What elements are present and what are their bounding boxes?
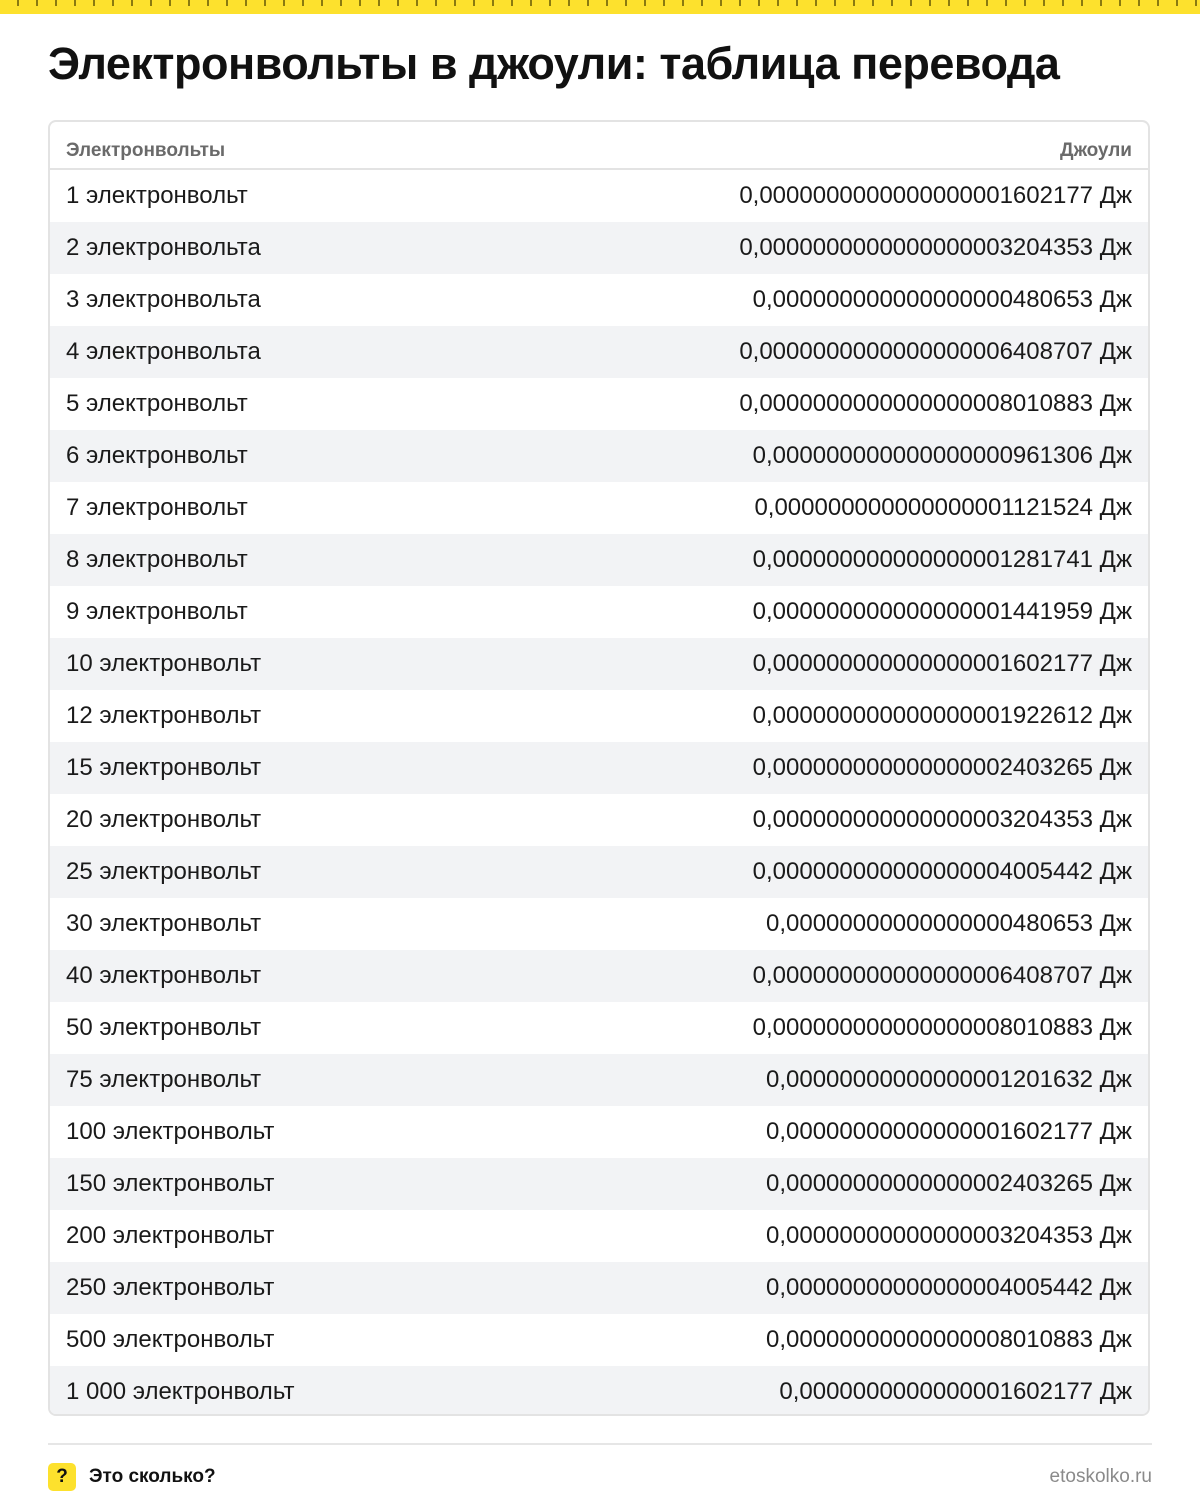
cell-electronvolts: 15 электронвольт — [66, 754, 262, 781]
table-row — [50, 222, 1148, 274]
page-title: Электронвольты в джоули: таблица перевода — [48, 38, 1060, 89]
cell-electronvolts: 3 электронвольта — [66, 286, 261, 313]
cell-electronvolts: 500 электронвольт — [66, 1326, 275, 1353]
table-row — [50, 1158, 1148, 1210]
cell-joules: 0,000000000000000001922612 Дж — [752, 702, 1132, 729]
brand-logo[interactable] — [48, 1463, 216, 1491]
cell-joules: 0,00000000000000002403265 Дж — [766, 1170, 1132, 1197]
table-row — [50, 170, 1148, 222]
table-body — [50, 170, 1148, 1416]
table-row — [50, 1314, 1148, 1366]
table-row — [50, 742, 1148, 794]
table-row — [50, 1210, 1148, 1262]
table-row — [50, 1366, 1148, 1416]
table-header — [50, 122, 1148, 170]
cell-electronvolts: 12 электронвольт — [66, 702, 262, 729]
table-row — [50, 950, 1148, 1002]
table-row — [50, 1106, 1148, 1158]
cell-electronvolts: 1 электронвольт — [66, 182, 248, 209]
cell-electronvolts: 75 электронвольт — [66, 1066, 262, 1093]
cell-joules: 0,000000000000000001441959 Дж — [752, 598, 1132, 625]
cell-electronvolts: 200 электронвольт — [66, 1222, 275, 1249]
table-row — [50, 1002, 1148, 1054]
cell-joules: 0,000000000000000006408707 Дж — [752, 962, 1132, 989]
cell-joules: 0,000000000000000003204353 Дж — [752, 806, 1132, 833]
cell-joules: 0,000000000000000000480653 Дж — [752, 286, 1132, 313]
table-row — [50, 430, 1148, 482]
cell-electronvolts: 20 электронвольт — [66, 806, 262, 833]
cell-joules: 0,0000000000000000006408707 Дж — [739, 338, 1132, 365]
table-row — [50, 898, 1148, 950]
cell-electronvolts: 10 электронвольт — [66, 650, 262, 677]
table-row — [50, 326, 1148, 378]
cell-joules: 0,00000000000000004005442 Дж — [766, 1274, 1132, 1301]
table-row — [50, 378, 1148, 430]
top-ruler-decoration — [0, 0, 1200, 14]
column-header-electronvolts: Электронвольты — [66, 140, 226, 161]
cell-electronvolts: 250 электронвольт — [66, 1274, 275, 1301]
cell-electronvolts: 150 электронвольт — [66, 1170, 275, 1197]
cell-electronvolts: 25 электронвольт — [66, 858, 262, 885]
cell-joules: 0,0000000000000000003204353 Дж — [739, 234, 1132, 261]
cell-joules: 0,000000000000000004005442 Дж — [752, 858, 1132, 885]
table-row — [50, 482, 1148, 534]
site-url-link[interactable]: etoskolko.ru — [1049, 1466, 1152, 1487]
question-mark-icon: ? — [48, 1463, 76, 1491]
table-row — [50, 794, 1148, 846]
cell-joules: 0,00000000000000003204353 Дж — [766, 1222, 1132, 1249]
table-row — [50, 1262, 1148, 1314]
cell-electronvolts: 5 электронвольт — [66, 390, 248, 417]
table-row — [50, 638, 1148, 690]
cell-electronvolts: 1 000 электронвольт — [66, 1378, 295, 1405]
table-row — [50, 586, 1148, 638]
cell-electronvolts: 50 электронвольт — [66, 1014, 262, 1041]
table-row — [50, 1054, 1148, 1106]
cell-joules: 0,0000000000000000001602177 Дж — [739, 182, 1132, 209]
cell-joules: 0,0000000000000000008010883 Дж — [739, 390, 1132, 417]
cell-electronvolts: 30 электронвольт — [66, 910, 262, 937]
table-row — [50, 274, 1148, 326]
cell-joules: 0,000000000000000001281741 Дж — [752, 546, 1132, 573]
column-header-joules: Джоули — [1060, 140, 1132, 161]
cell-electronvolts: 9 электронвольт — [66, 598, 248, 625]
cell-electronvolts: 7 электронвольт — [66, 494, 248, 521]
cell-electronvolts: 100 электронвольт — [66, 1118, 275, 1145]
conversion-table — [48, 120, 1150, 1416]
footer-divider — [48, 1443, 1152, 1445]
cell-electronvolts: 40 электронвольт — [66, 962, 262, 989]
cell-electronvolts: 8 электронвольт — [66, 546, 248, 573]
brand-name: Это сколько? — [89, 1466, 216, 1487]
cell-joules: 0,00000000000000008010883 Дж — [766, 1326, 1132, 1353]
cell-electronvolts: 6 электронвольт — [66, 442, 248, 469]
cell-joules: 0,00000000000000000480653 Дж — [766, 910, 1132, 937]
cell-joules: 0,000000000000000002403265 Дж — [752, 754, 1132, 781]
cell-joules: 0,00000000000000001602177 Дж — [766, 1118, 1132, 1145]
cell-joules: 0,000000000000000008010883 Дж — [752, 1014, 1132, 1041]
cell-joules: 0,000000000000000000961306 Дж — [752, 442, 1132, 469]
table-row — [50, 846, 1148, 898]
cell-joules: 0,00000000000000001201632 Дж — [766, 1066, 1132, 1093]
table-row — [50, 534, 1148, 586]
cell-joules: 0,0000000000000001602177 Дж — [779, 1378, 1132, 1405]
cell-electronvolts: 2 электронвольта — [66, 234, 261, 261]
cell-electronvolts: 4 электронвольта — [66, 338, 261, 365]
table-row — [50, 690, 1148, 742]
cell-joules: 0,000000000000000001121524 Дж — [754, 494, 1132, 521]
cell-joules: 0,000000000000000001602177 Дж — [752, 650, 1132, 677]
